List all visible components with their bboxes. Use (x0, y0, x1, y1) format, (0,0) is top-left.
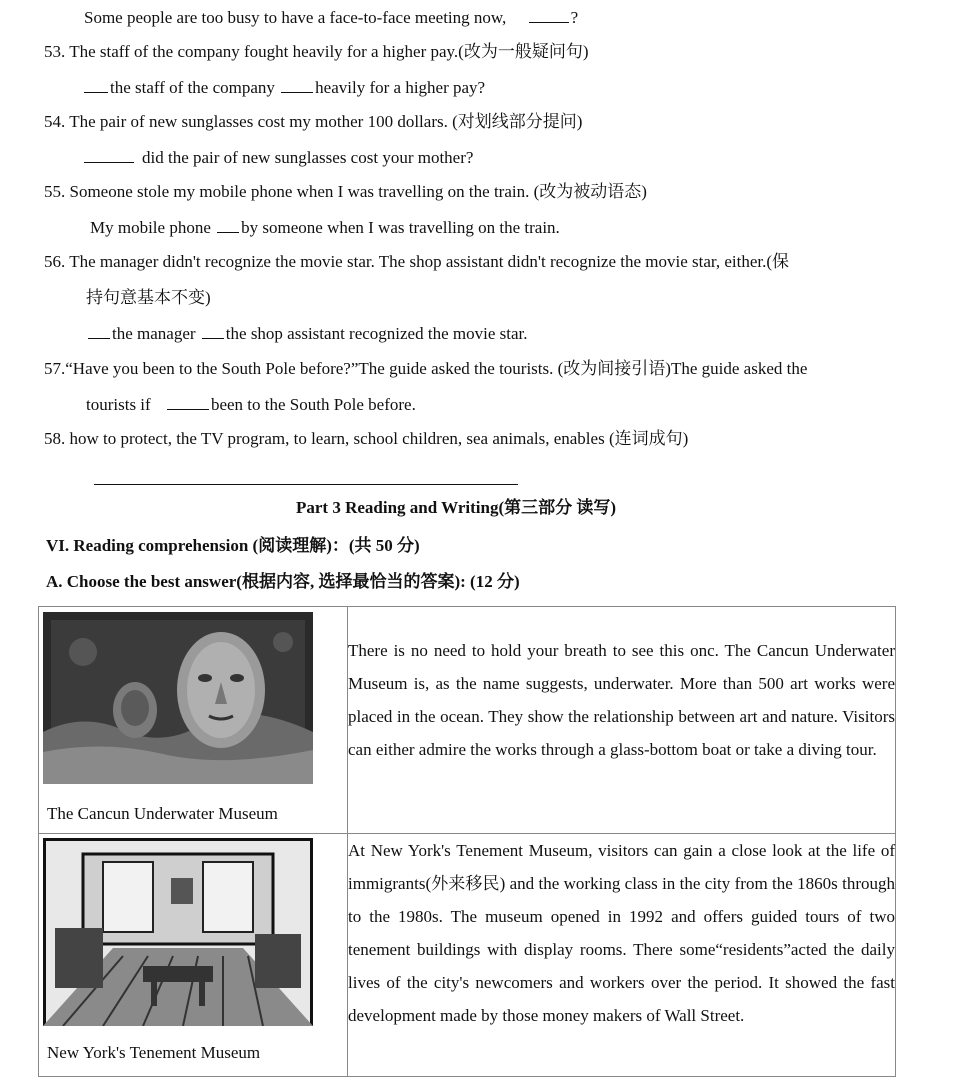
museum-description: There is no need to hold your breath to see this onc. The Cancun Underwater Museum is, as the name suggests, underwater. More than 500 art works were placed in the ocean. They show the relationship between art and nature. Visitors can either admire the works through a glass-bottom boat or take a diving tour. (348, 607, 896, 834)
question-57-prompt: 57.“Have you been to the South Pole before?”The guide asked the tourists. (改为间接引语)The guide asked the (44, 359, 808, 378)
part3-title: Part 3 Reading and Writing(第三部分 读写) (296, 498, 617, 517)
question-53-prompt: 53. The staff of the company fought heavily for a higher pay.(改为一般疑问句) (44, 42, 589, 61)
question-55-part: My mobile phone (90, 218, 211, 237)
question-57-answer (86, 394, 416, 416)
image-cell (39, 607, 348, 834)
question-56-answer (88, 323, 527, 345)
museum-table (38, 606, 896, 1077)
museum-caption: New York's Tenement Museum (47, 1043, 261, 1062)
table-row (39, 834, 896, 1077)
question-57-part: tourists if (86, 395, 151, 414)
answer-blank[interactable] (217, 217, 239, 233)
answer-blank[interactable] (202, 323, 224, 339)
question-54-part: did the pair of new sunglasses cost your mother? (142, 148, 474, 167)
museum-caption: The Cancun Underwater Museum (47, 804, 278, 823)
museum-photo (43, 838, 313, 1026)
museum-photo (43, 612, 313, 784)
question-53-answer (84, 77, 485, 99)
answer-blank[interactable] (84, 77, 108, 93)
question-57-part: been to the South Pole before. (210, 395, 416, 414)
answer-blank[interactable] (281, 77, 313, 93)
question-54-answer (84, 147, 473, 169)
question-54-prompt: 54. The pair of new sunglasses cost my mother 100 dollars. (对划线部分提问) (44, 112, 583, 131)
museum-description: At New York's Tenement Museum, visitors can gain a close look at the life of immigrants(外来移民) and the working class in the city from the 1860s through to the 1980s. The museum opened in 1992 and offers guided tours of two tenement buildings with display rooms. There some“residents”acted the daily lives of the city's newcomers and workers over the period. It showed the fast development made by those money makers of Wall Street. (348, 834, 896, 1077)
question-56-prompt: 56. The manager didn't recognize the movie star. The shop assistant didn't recognize the movie star, either.(保 (44, 252, 790, 271)
question-58-prompt: 58. how to protect, the TV program, to learn, school children, sea animals, enables (连词成句) (44, 429, 689, 448)
image-cell (39, 834, 348, 1077)
question-52-tail (84, 7, 578, 29)
question-53-part: heavily for a higher pay? (315, 78, 486, 97)
question-55-answer (90, 217, 560, 239)
question-52-text: Some people are too busy to have a face-to-face meeting now, (84, 8, 507, 27)
question-55-prompt: 55. Someone stole my mobile phone when I was travelling on the train. (改为被动语态) (44, 182, 647, 201)
answer-blank[interactable] (167, 394, 209, 410)
question-55-part: by someone when I was travelling on the train. (241, 218, 560, 237)
question-56-prompt-cont: 持句意基本不变) (86, 288, 211, 307)
answer-blank[interactable] (529, 7, 569, 23)
answer-blank[interactable] (84, 147, 134, 163)
section-6-title: VI. Reading comprehension (阅读理解)：(共 50 分) (46, 536, 420, 555)
answer-line[interactable] (94, 484, 518, 485)
question-56-part: the manager (112, 324, 196, 343)
answer-blank[interactable] (88, 323, 110, 339)
underwater-statue-image (43, 612, 313, 784)
question-52-end: ? (570, 8, 579, 27)
question-56-part: the shop assistant recognized the movie star. (225, 324, 528, 343)
table-row (39, 607, 896, 834)
question-53-part: the staff of the company (110, 78, 275, 97)
tenement-room-image (43, 838, 313, 1026)
section-a-title: A. Choose the best answer(根据内容, 选择最恰当的答案): (12 分) (46, 572, 520, 591)
